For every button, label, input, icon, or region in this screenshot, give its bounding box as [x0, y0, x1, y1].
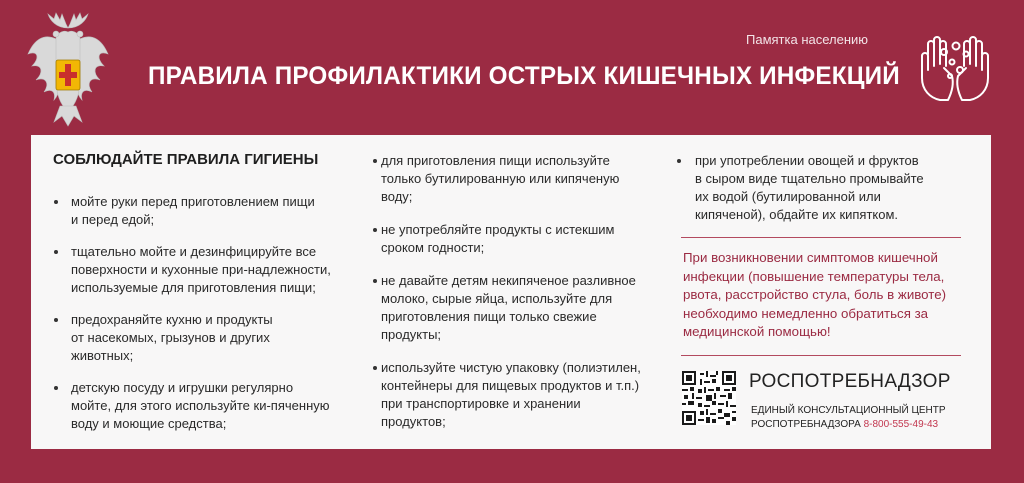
- list-item: используйте чистую упаковку (полиэтилен, контейнеры для пищевых продуктов и т.п.) при транспортировке и хранении продуктов;: [365, 359, 665, 431]
- section-heading: СОБЛЮДАЙТЕ ПРАВИЛА ГИГИЕНЫ: [53, 151, 319, 168]
- divider: [681, 237, 961, 238]
- content-card: [31, 135, 991, 449]
- list-item: тщательно мойте и дезинфицируйте все поверхности и кухонные при-надлежности, используемые для приготовления пищи;: [51, 243, 345, 297]
- subtitle: Памятка населению: [746, 32, 869, 47]
- list-item: детскую посуду и игрушки регулярно мойте, для этого используйте ки-пяченную воду и моющие средства;: [51, 379, 345, 433]
- double-eagle-emblem-icon: [26, 10, 110, 128]
- list-item: при употреблении овощей и фруктов в сыром виде тщательно промывайте их водой (бутилированной или кипяченой), обдайте их кипятком.: [671, 152, 967, 224]
- center-line-2: РОСПОТРЕБНАДЗОРА 8-800-555-49-43: [751, 419, 939, 430]
- list-item: не употребляйте продукты с истекшим сроком годности;: [365, 221, 665, 257]
- warning-text: При возникновении симптомов кишечной инфекции (повышение температуры тела, рвота, расстройство стула, боль в животе) необходимо немедленно обратиться за медицинской помощью!: [683, 250, 947, 339]
- hygiene-list-3: [671, 152, 967, 238]
- hygiene-list-1: [51, 193, 345, 447]
- list-item: не давайте детям некипяченое разливное молоко, сырые яйца, используйте для приготовления пищи только свежие продукты;: [365, 272, 665, 344]
- list-item: для приготовления пищи используйте только бутилированную или кипяченую воду;: [365, 152, 665, 206]
- page-title: ПРАВИЛА ПРОФИЛАКТИКИ ОСТРЫХ КИШЕЧНЫХ ИНФЕКЦИЙ: [148, 62, 900, 90]
- hands-icon: [914, 32, 996, 104]
- divider: [681, 355, 961, 356]
- hygiene-list-2: [365, 152, 665, 446]
- center-line-1: ЕДИНЫЙ КОНСУЛЬТАЦИОННЫЙ ЦЕНТР: [751, 405, 946, 416]
- org-name: РОСПОТРЕБНАДЗОР: [749, 371, 951, 392]
- list-item: мойте руки перед приготовлением пищи и перед едой;: [51, 193, 345, 229]
- qr-code-icon: [682, 371, 736, 425]
- phone-number[interactable]: 8-800-555-49-43: [863, 419, 939, 430]
- list-item: предохраняйте кухню и продукты от насекомых, грызунов и других животных;: [51, 311, 345, 365]
